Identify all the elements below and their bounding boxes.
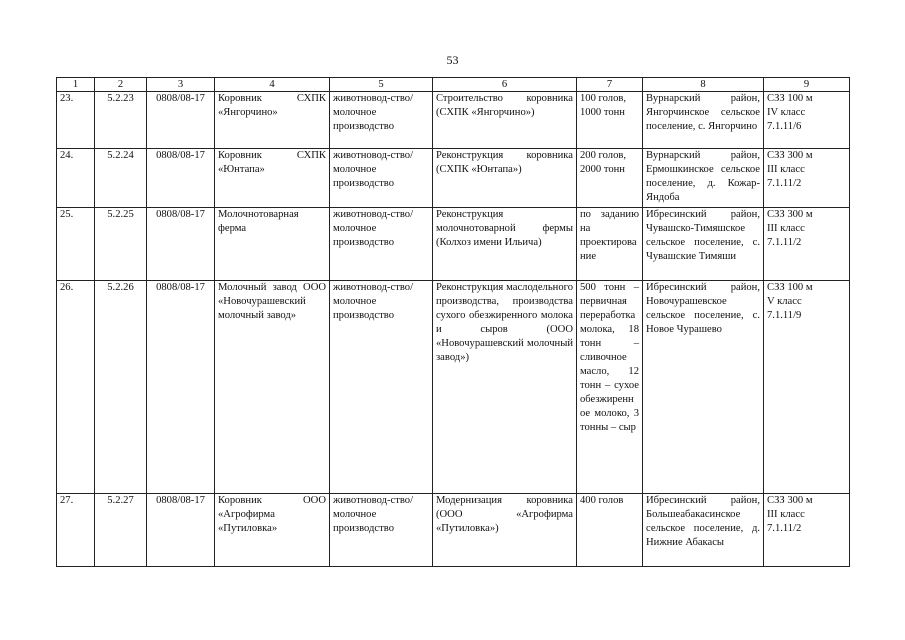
row-object: Коровник ООО «Агрофирма «Путиловка» <box>215 494 330 567</box>
column-header: 6 <box>433 78 577 92</box>
row-action: Модернизация коровника (ООО «Агрофирма «Путиловка») <box>433 494 577 567</box>
row-activity: животновод-ство/молочное производство <box>330 149 433 208</box>
row-szz <box>764 149 850 208</box>
table-row <box>57 494 850 567</box>
row-action: Реконструкция коровника (СХПК «Юнтапа») <box>433 149 577 208</box>
row-object: Коровник СХПК «Юнтапа» <box>215 149 330 208</box>
row-szz-text: СЗЗ 300 м III класс 7.1.11/2 <box>767 495 813 534</box>
row-location: Вурнарский район, Ермошкинское сельское поселение, д. Кожар-Яндоба <box>643 149 764 208</box>
column-header: 9 <box>764 78 850 92</box>
row-number: 23. <box>57 92 95 149</box>
table-row <box>57 92 850 149</box>
row-capacity: 500 тонн – первичная переработка молока, 18 тонн – сливочное масло, 12 тонн – сухое обезжиренное молоко, 3 тонны – сыр <box>577 281 643 494</box>
column-header: 4 <box>215 78 330 92</box>
table-row <box>57 208 850 281</box>
column-header: 2 <box>95 78 147 92</box>
row-number: 24. <box>57 149 95 208</box>
row-object: Молочнотоварная ферма <box>215 208 330 281</box>
table-row <box>57 281 850 494</box>
row-szz <box>764 208 850 281</box>
row-szz <box>764 92 850 149</box>
row-action: Реконструкция молочнотоварной фермы (Колхоз имени Ильича) <box>433 208 577 281</box>
row-document: 0808/08-17 <box>147 281 215 494</box>
row-szz <box>764 494 850 567</box>
row-document: 0808/08-17 <box>147 149 215 208</box>
column-header: 3 <box>147 78 215 92</box>
row-document: 0808/08-17 <box>147 92 215 149</box>
row-code: 5.2.26 <box>95 281 147 494</box>
row-number: 26. <box>57 281 95 494</box>
column-number-row <box>57 78 850 92</box>
row-activity: животновод-ство/молочное производство <box>330 494 433 567</box>
row-document: 0808/08-17 <box>147 494 215 567</box>
row-activity: животновод-ство/молочное производство <box>330 281 433 494</box>
row-szz-text: СЗЗ 300 м III класс 7.1.11/2 <box>767 209 813 248</box>
row-szz-text: СЗЗ 100 м V класс 7.1.11/9 <box>767 282 813 321</box>
row-capacity: по заданию на проектирование <box>577 208 643 281</box>
objects-table <box>56 77 850 567</box>
row-capacity: 200 голов, 2000 тонн <box>577 149 643 208</box>
column-header: 1 <box>57 78 95 92</box>
table-row <box>57 149 850 208</box>
row-number: 27. <box>57 494 95 567</box>
column-header: 5 <box>330 78 433 92</box>
row-action: Реконструкция маслодельного производства, производства сухого обезжиренного молока и сыров (ООО «Новочурашевский молочный завод») <box>433 281 577 494</box>
row-location: Ибресинский район, Новочурашевское сельское поселение, с. Новое Чурашево <box>643 281 764 494</box>
row-activity: животновод-ство/молочное производство <box>330 208 433 281</box>
row-number: 25. <box>57 208 95 281</box>
row-szz <box>764 281 850 494</box>
column-header: 7 <box>577 78 643 92</box>
row-szz-text: СЗЗ 100 м IV класс 7.1.11/6 <box>767 93 813 132</box>
row-object: Молочный завод ООО «Новочурашевский молочный завод» <box>215 281 330 494</box>
row-code: 5.2.23 <box>95 92 147 149</box>
page-number: 53 <box>446 53 459 67</box>
row-action: Строительство коровника (СХПК «Янгорчино») <box>433 92 577 149</box>
row-document: 0808/08-17 <box>147 208 215 281</box>
row-location: Вурнарский район, Янгорчинское сельское поселение, с. Янгорчино <box>643 92 764 149</box>
row-location: Ибресинский район, Большеабакасинское сельское поселение, д. Нижние Абакасы <box>643 494 764 567</box>
row-capacity: 100 голов, 1000 тонн <box>577 92 643 149</box>
row-object: Коровник СХПК «Янгорчино» <box>215 92 330 149</box>
row-szz-text: СЗЗ 300 м III класс 7.1.11/2 <box>767 150 813 189</box>
row-code: 5.2.24 <box>95 149 147 208</box>
row-code: 5.2.27 <box>95 494 147 567</box>
row-activity: животновод-ство/молочное производство <box>330 92 433 149</box>
column-header: 8 <box>643 78 764 92</box>
row-capacity: 400 голов <box>577 494 643 567</box>
row-location: Ибресинский район, Чувашско-Тимяшское сельское поселение, с. Чувашские Тимяши <box>643 208 764 281</box>
row-code: 5.2.25 <box>95 208 147 281</box>
